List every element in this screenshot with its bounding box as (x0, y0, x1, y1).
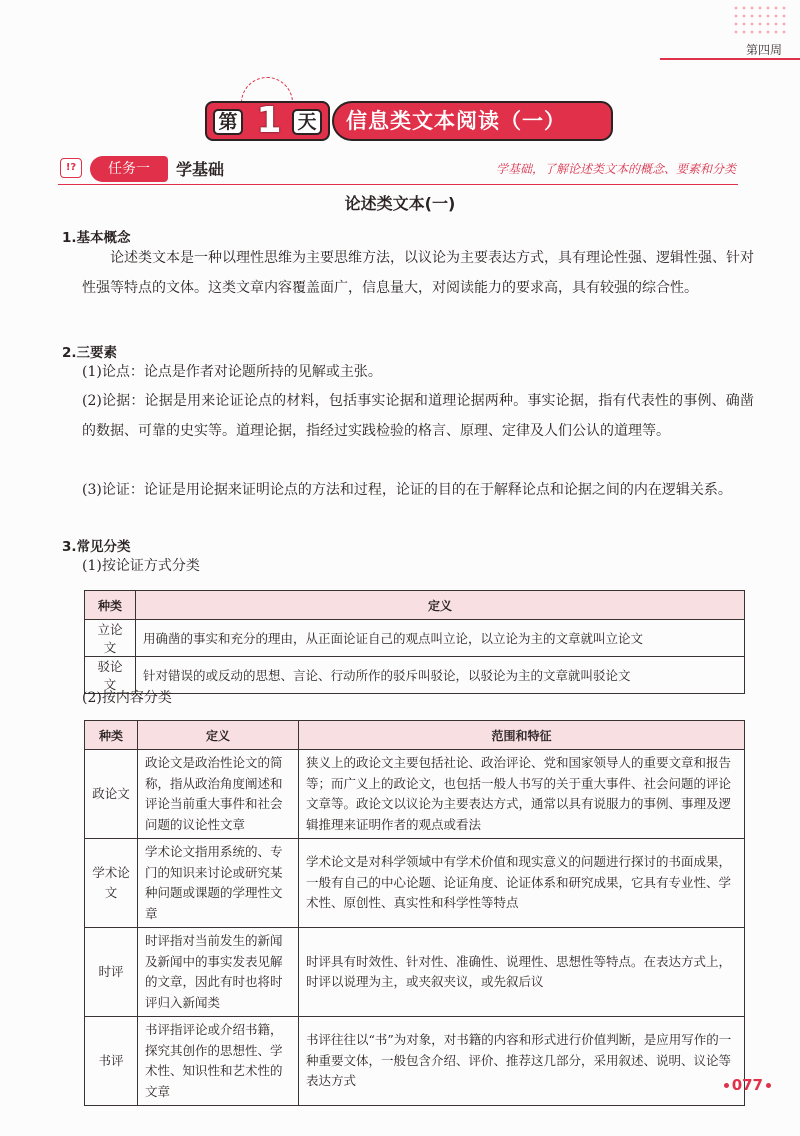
table-cell: 时评具有时效性、针对性、准确性、说理性、思想性等特点。在表达方式上，时评以说理为主，或夹叙夹议，或先叙后议 (299, 928, 745, 1017)
subheading-by-method: (1)按论证方式分类 (82, 558, 200, 574)
heading-basic-concept: 1.基本概念 (62, 230, 131, 246)
corner-dot-pattern (732, 4, 786, 38)
concept-paragraph: 论述类文本是一种以理性思维为主要思维方法，以议论为主要表达方式，具有理论性强、逻辑性强、针对性强等特点的文体。这类文章内容覆盖面广，信息量大，对阅读能力的要求高，具有较强的综合性。 (82, 250, 754, 296)
table-row (85, 620, 745, 657)
question-exclamation-icon: !? (60, 158, 82, 178)
header-rule (660, 58, 800, 60)
table-cell: 立论文 (85, 620, 136, 657)
task-label: 任务一 (90, 156, 168, 182)
table-header: 种类 (85, 721, 138, 750)
task-note: 学基础，了解论述类文本的概念、要素和分类 (495, 162, 736, 176)
table-cell: 时评 (85, 928, 138, 1017)
page-number-text: 077 (731, 1076, 763, 1094)
day-suffix: 天 (292, 109, 322, 135)
page-dot-icon (724, 1083, 729, 1088)
day-prefix: 第 (213, 109, 243, 135)
table-row (85, 928, 745, 1017)
table-cell: 学术论文是对科学领域中有学术价值和现实意义的问题进行探讨的书面成果，一般有自己的中心论题、论证角度、论证体系和研究成果，它具有专业性、学术性、原创性、真实性和科学性等特点 (299, 839, 745, 928)
section-title: 论述类文本(一) (344, 194, 456, 213)
task-bar (58, 156, 738, 182)
subheading-by-content: (2)按内容分类 (82, 690, 172, 706)
heading-classification: 3.常见分类 (62, 539, 131, 555)
table-cell: 政论文是政治性论文的简称，指从政治角度阐述和评论当前重大事件和社会问题的议论性文章 (138, 750, 299, 839)
element-item: (3)论证：论证是用论据来证明论点的方法和过程，论证的目的在于解释论点和论据之间的内在逻辑关系。 (82, 482, 732, 498)
table-cell: 驳论文 (85, 657, 136, 694)
table-row (85, 1017, 745, 1106)
table-cell: 学术论文 (85, 839, 138, 928)
heading-three-elements: 2.三要素 (62, 345, 118, 361)
table-header: 种类 (85, 591, 136, 620)
table-header: 定义 (138, 721, 299, 750)
task-name: 学基础 (176, 160, 225, 179)
table-cell: 用确凿的事实和充分的理由，从正面论证自己的观点叫立论，以立论为主的文章就叫立论文 (136, 620, 745, 657)
table-cell: 政论文 (85, 750, 138, 839)
page-number (721, 1076, 774, 1094)
day-number: 1 (256, 100, 282, 141)
element-item: (1)论点：论点是作者对论题所持的见解或主张。 (82, 364, 382, 380)
day-badge (205, 101, 330, 141)
day-banner (205, 101, 613, 143)
table-cell: 书评往往以“书”为对象，对书籍的内容和形式进行价值判断，是应用写作的一种重要文体，一般包含介绍、评价、推荐这几部分，采用叙述、说明、议论等表达方式 (299, 1017, 745, 1106)
table-cell: 狭义上的政论文主要包括社论、政治评论、党和国家领导人的重要文章和报告等；而广义上的政论文，也包括一般人书写的关于重大事件、社会问题的评论文章等。政论文以议论为主要表达方式，通常以具有说服力的事例、事理及逻辑推理来证明作者的观点或看法 (299, 750, 745, 839)
table-by-method (84, 590, 745, 694)
task-rule (58, 184, 738, 185)
element-item: (2)论据：论据是用来论证论点的材料，包括事实论据和道理论据两种。事实论据，指有代表性的事例、确凿的数据、可靠的史实等。道理论据，指经过实践检验的格言、原理、定律及人们公认的道理等。 (82, 393, 754, 439)
table-row (85, 750, 745, 839)
table-cell: 学术论文指用系统的、专门的知识来讨论或研究某种问题或课题的学理性文章 (138, 839, 299, 928)
table-cell: 时评指对当前发生的新闻及新闻中的事实发表见解的文章，因此有时也将时评归入新闻类 (138, 928, 299, 1017)
page-dot-icon (766, 1083, 771, 1088)
table-cell: 书评指评论或介绍书籍，探究其创作的思想性、学术性、知识性和艺术性的文章 (138, 1017, 299, 1106)
week-label: 第四周 (745, 43, 782, 57)
table-cell: 针对错误的或反动的思想、言论、行动所作的驳斥叫驳论，以驳论为主的文章就叫驳论文 (136, 657, 745, 694)
banner-title: 信息类文本阅读（一） (332, 101, 613, 141)
table-by-content (84, 720, 745, 1106)
table-row (85, 839, 745, 928)
table-header: 定义 (136, 591, 745, 620)
table-header: 范围和特征 (299, 721, 745, 750)
table-cell: 书评 (85, 1017, 138, 1106)
